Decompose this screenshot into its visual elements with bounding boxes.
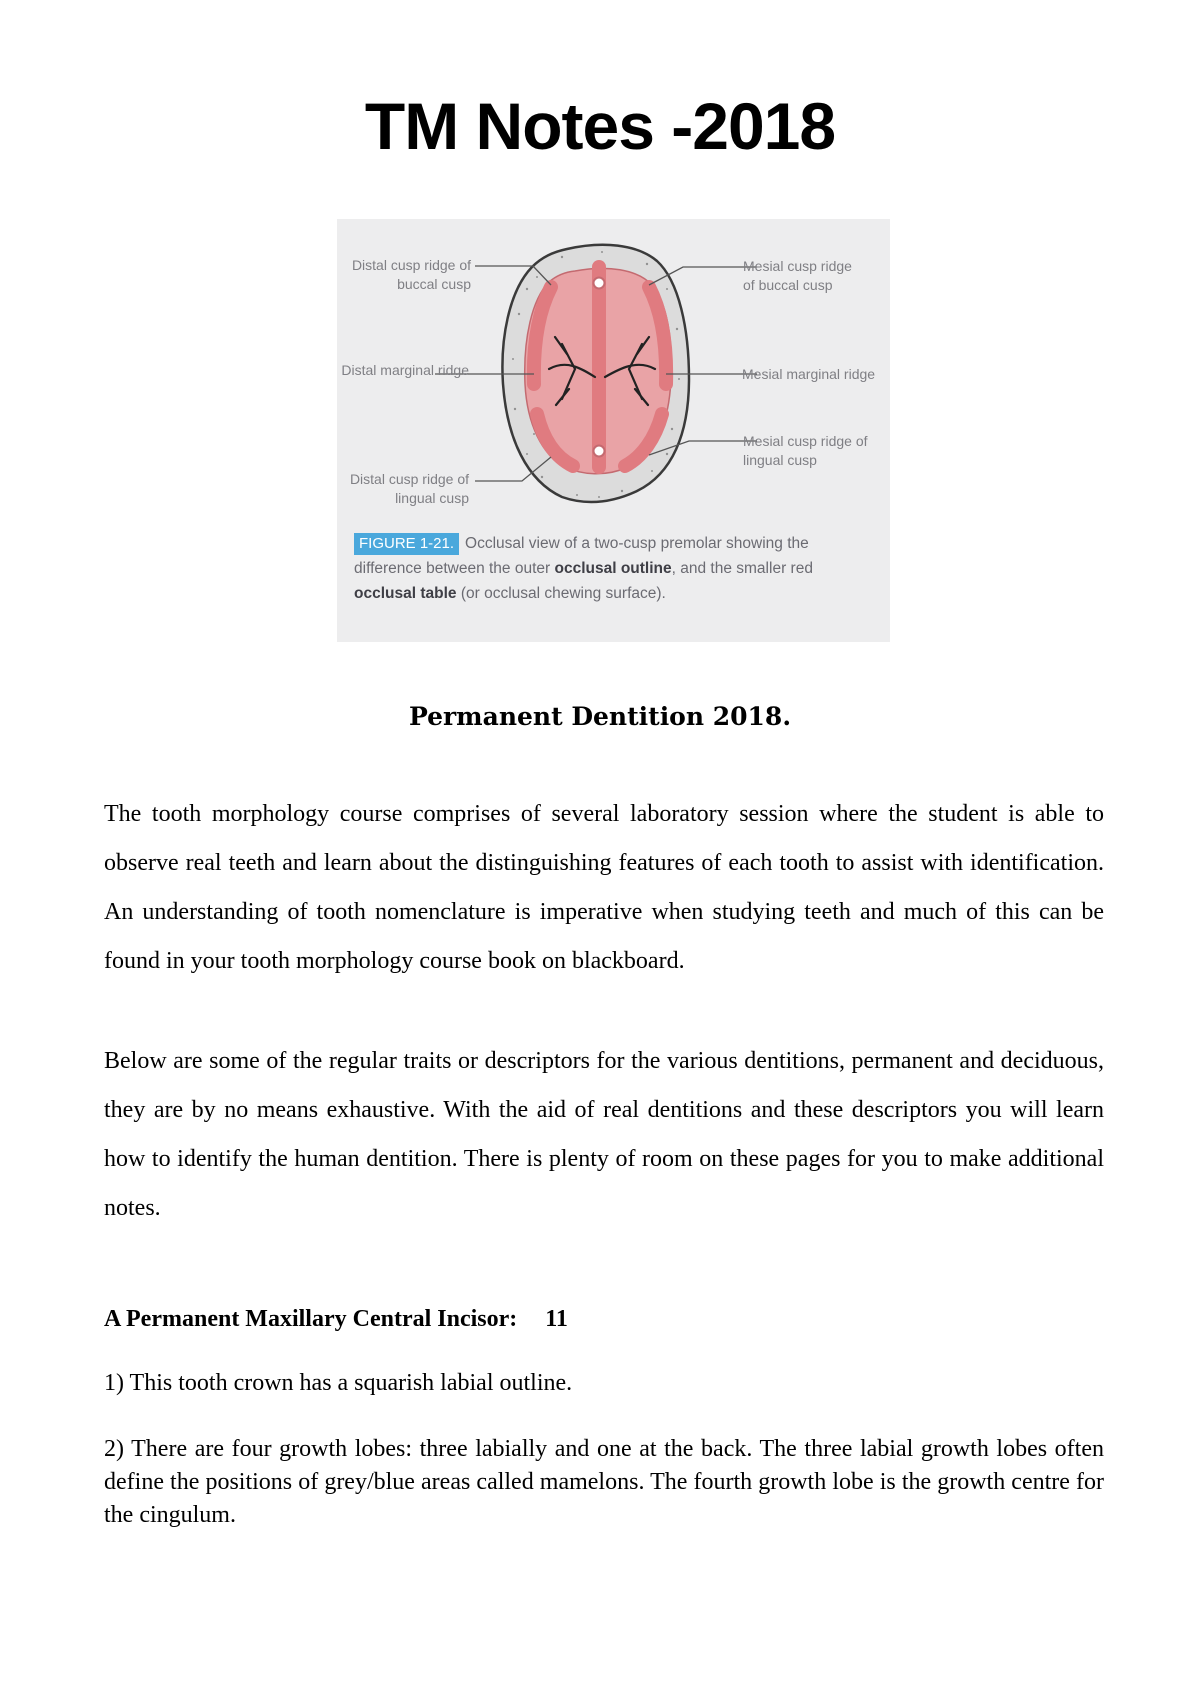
lingual-cusp-tip	[594, 446, 605, 457]
label-distal-cusp-ridge-lingual: Distal cusp ridge of lingual cusp	[349, 471, 469, 506]
intro-paragraph: The tooth morphology course comprises of several laboratory session where the student is able to observe real teeth and learn about the distinguishing features of each tooth to assist with identification. An understanding of tooth nomenclature is imperative when studying teeth and much of this can be found in your tooth morphology course book on blackboard.	[104, 801, 1104, 974]
descriptors-paragraph: Below are some of the regular traits or descriptors for the various dentitions, permanent and deciduous, they are by no means exhaustive. With the aid of real dentitions and these descriptors you will learn how to identify the human dentition. There is plenty of room on these pages for you to make additional notes.	[104, 1048, 1104, 1221]
tooth-heading: A Permanent Maxillary Central Incisor: 11	[104, 1306, 568, 1332]
trait-item: 1) This tooth crown has a squarish labial outline.	[104, 1370, 573, 1396]
tooth-number: 11	[545, 1306, 568, 1332]
figure-number-tag: FIGURE 1-21.	[354, 533, 459, 555]
figure-caption: FIGURE 1-21. Occlusal view of a two-cusp premolar showing the difference between the outer occlusal outline, and the smaller red occlusal table (or occlusal chewing surface).	[354, 535, 813, 602]
label-mesial-cusp-ridge-buccal: Mesial cusp ridge of buccal cusp	[743, 258, 852, 293]
trait-item: 2) There are four growth lobes: three labially and one at the back. The three labial growth lobes often define the positions of grey/blue areas called mamelons. The fourth growth lobe is the growth centre for the cingulum.	[104, 1436, 1104, 1528]
label-distal-cusp-ridge-buccal: Distal cusp ridge of buccal cusp	[351, 257, 471, 292]
label-mesial-marginal-ridge: Mesial marginal ridge	[742, 366, 876, 382]
label-mesial-cusp-ridge-lingual: Mesial cusp ridge of lingual cusp	[743, 433, 868, 468]
tooth-figure	[337, 219, 890, 642]
page-title: TM Notes -2018	[364, 89, 836, 163]
section-subtitle: Permanent Dentition 2018.	[408, 702, 792, 731]
buccal-cusp-tip	[594, 278, 605, 289]
label-distal-marginal-ridge: Distal marginal ridge	[341, 362, 469, 378]
